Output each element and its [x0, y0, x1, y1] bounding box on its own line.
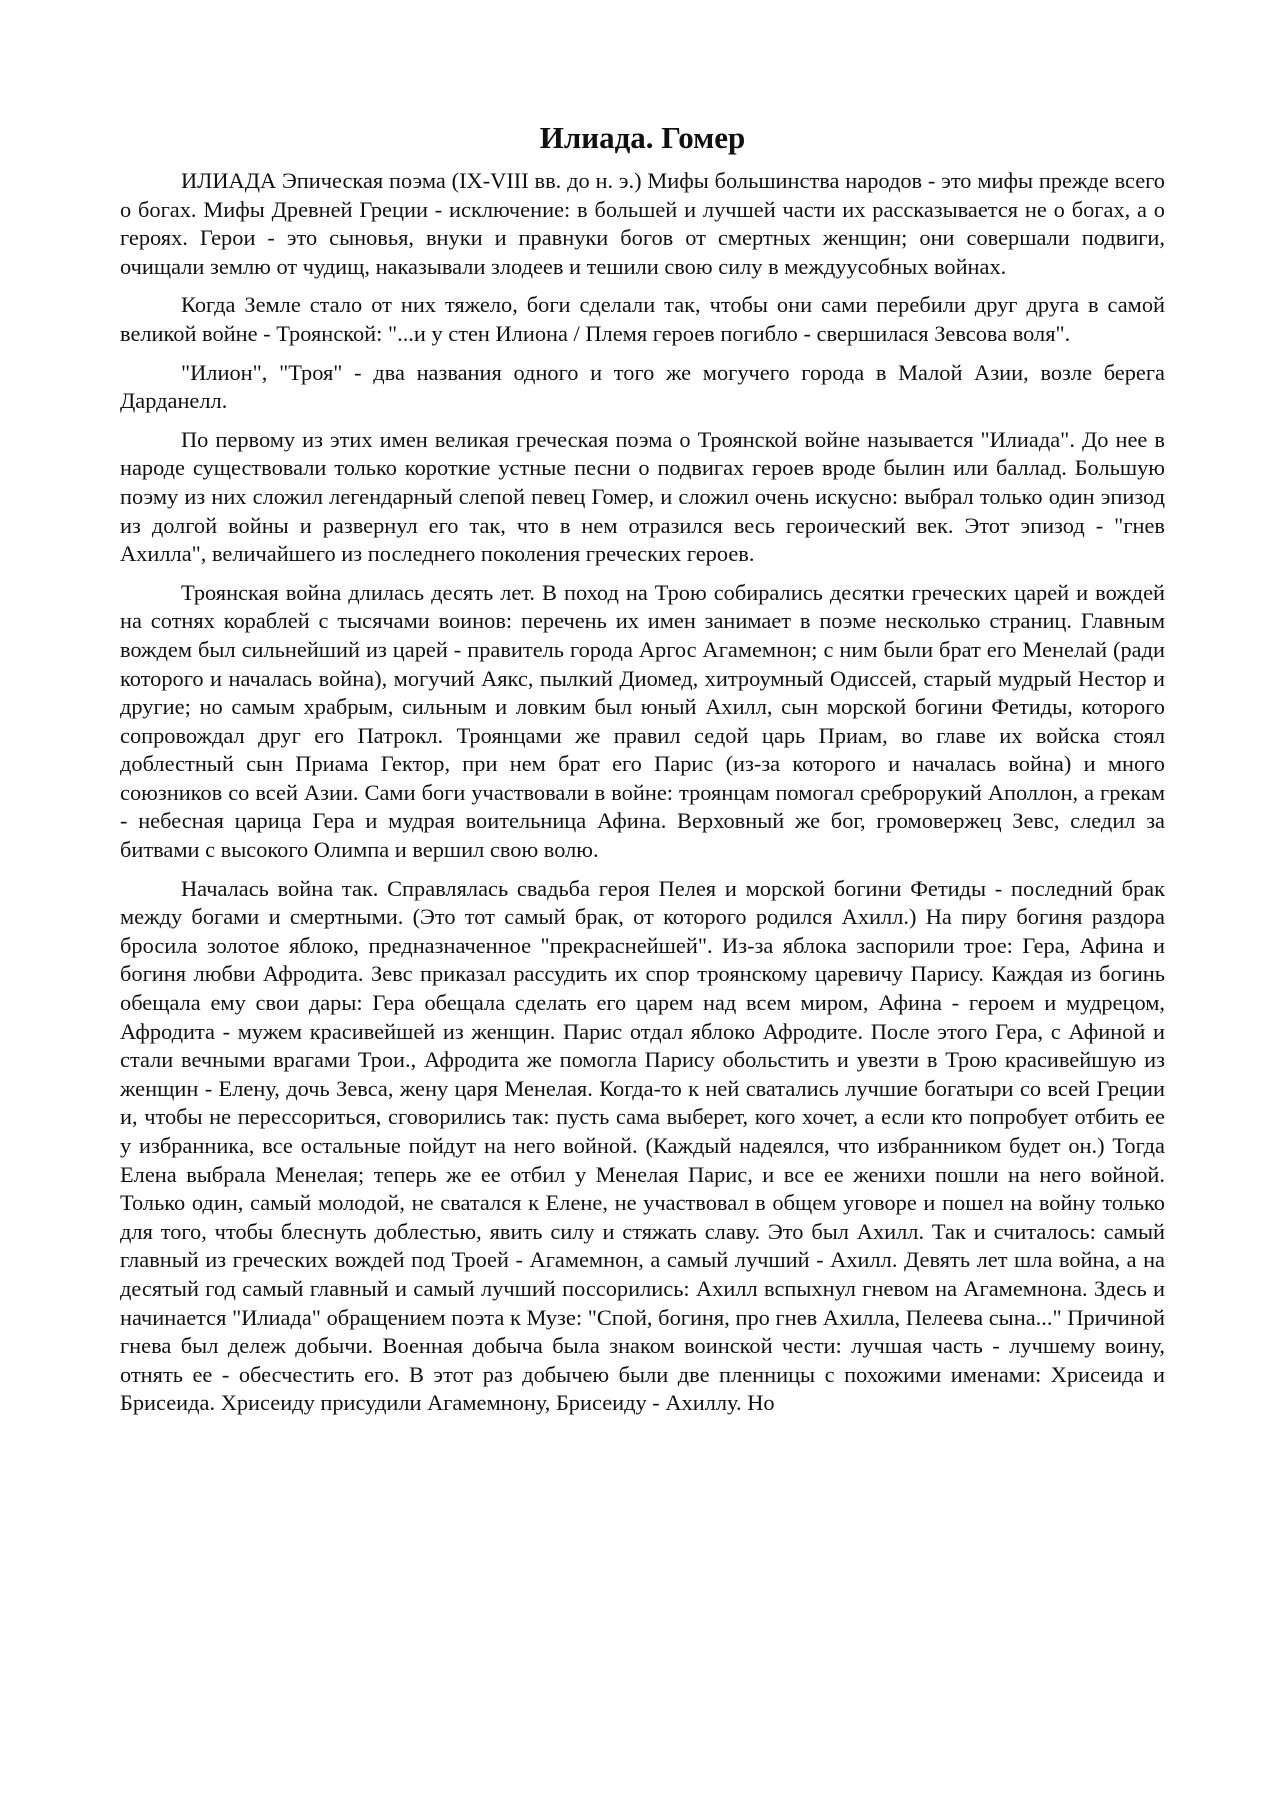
- document-page: [120, 118, 1165, 1428]
- paragraph-intro: ИЛИАДА Эпическая поэма (IX-VIII вв. до н. э.) Мифы большинства народов - это мифы прежде всего о богах. Мифы Древней Греции - исключение: в большей и лучшей части их рассказывается не о богах, а о героях. Герои - это сыновья, внуки и правнуки богов от смертных женщин; они совершали подвиги, очищали землю от чудищ, наказывали злодеев и тешили свою силу в междуусобных войнах.: [120, 168, 1165, 279]
- page-title: Илиада. Гомер: [539, 120, 746, 155]
- paragraph-iliad-name: По первому из этих имен великая греческая поэма о Троянской войне называется "Илиада". До нее в народе существовали только короткие устные песни о подвигах героев вроде былин или баллад. Большую поэму из них сложил легендарный слепой певец Гомер, и сложил очень искусно: выбрал только один эпизод из долгой войны и развернул его так, что в нем отразился весь героический век. Этот эпизод - "гнев Ахилла", величайшего из последнего поколения греческих героев.: [120, 426, 1165, 567]
- paragraph-ilion-troy: "Илион", "Троя" - два названия одного и того же могучего города в Малой Азии, возле берега Дарданелл.: [120, 359, 1165, 414]
- paragraph-war-participants: Троянская война длилась десять лет. В поход на Трою собирались десятки греческих царей и вождей на сотнях кораблей с тысячами воинов: перечень их имен занимает в поэме несколько страниц. Главным вождем был сильнейший из царей - правитель города Аргос Агамемнон; с ним были брат его Менелай (ради которого и началась война), могучий Аякс, пылкий Диомед, хитроумный Одиссей, старый мудрый Нестор и другие; но самым храбрым, сильным и ловким был юный Ахилл, сын морской богини Фетиды, которого сопровождал друг его Патрокл. Троянцами же правил седой царь Приам, во главе их войска стоял доблестный сын Приама Гектор, при нем брат его Парис (из-за которого и началась война) и много союзников со всей Азии. Сами боги участвовали в войне: троянцам помогал среброрукий Аполлон, а грекам - небесная царица Гера и мудрая воительница Афина. Верховный же бог, громовержец Зевс, следил за битвами с высокого Олимпа и вершил свою волю.: [120, 579, 1165, 863]
- paragraph-trojan-war: Когда Земле стало от них тяжело, боги сделали так, чтобы они сами перебили друг друга в самой великой войне - Троянской: "...и у стен Илиона / Племя героев погибло - свершилася Зевсова воля".: [120, 292, 1165, 346]
- paragraph-war-beginning: Началась война так. Справлялась свадьба героя Пелея и морской богини Фетиды - последний брак между богами и смертными. (Это тот самый брак, от которого родился Ахилл.) На пиру богиня раздора бросила золотое яблоко, предназначенное "прекраснейшей". Из-за яблока заспорили трое: Гера, Афина и богиня любви Афродита. Зевс приказал рассудить их спор троянскому царевичу Парису. Каждая из богинь обещала ему свои дары: Гера обещала сделать его царем над всем миром, Афина - героем и мудрецом, Афродита - мужем красивейшей из женщин. Парис отдал яблоко Афродите. После этого Гера, с Афиной и стали вечными врагами Трои., Афродита же помогла Парису обольстить и увезти в Трою красивейшую из женщин - Елену, дочь Зевса, жену царя Менелая. Когда-то к ней сватались лучшие богатыри со всей Греции и, чтобы не перессориться, сговорились так: пусть сама выберет, кого хочет, а если кто попробует отбить ее у избранника, все остальные пойдут на него войной. (Каждый надеялся, что избранником будет он.) Тогда Елена выбрала Менелая; теперь же ее отбил у Менелая Парис, и все ее женихи пошли на него войной. Только один, самый молодой, не сватался к Елене, не участвовал в общем уговоре и пошел на войну только для того, чтобы блеснуть доблестью, явить силу и стяжать славу. Это был Ахилл. Так и считалось: самый главный из греческих вождей под Троей - Агамемнон, а самый лучший - Ахилл. Девять лет шла война, а на десятый год самый главный и самый лучший поссорились: Ахилл вспыхнул гневом на Агамемнона. Здесь и начинается "Илиада" обращением поэта к Музе: "Спой, богиня, про гнев Ахилла, Пелеева сына..." Причиной гнева был дележ добычи. Военная добыча была знаком воинской чести: лучшая часть - лучшему воину, отнять ее - обесчестить его. В этот раз добычею были две пленницы с похожими именами: Хрисеида и Брисеида. Хрисеиду присудили Агамемнону, Брисеиду - Ахиллу. Но: [120, 875, 1165, 1416]
